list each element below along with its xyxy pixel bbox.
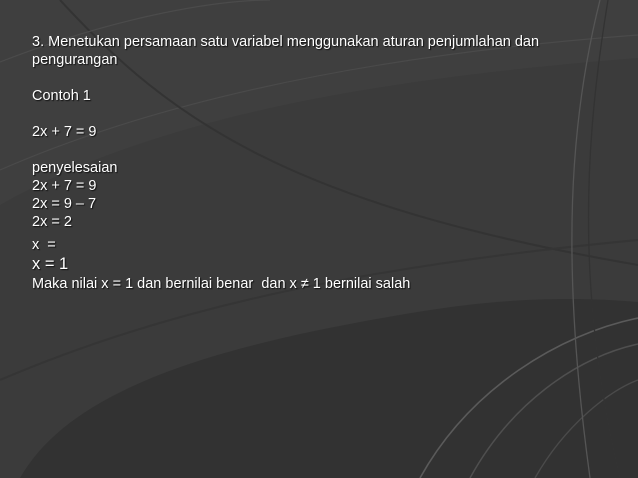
solution-step: 2x + 7 = 9 — [32, 178, 97, 194]
x-result: x = 1 — [32, 255, 69, 273]
spacer — [32, 69, 612, 87]
example-label: Contoh 1 — [32, 88, 91, 104]
equation: 2x + 7 = 9 — [32, 124, 97, 140]
conclusion: Maka nilai x = 1 dan bernilai benar dan x ≠ 1 bernilai salah — [32, 276, 411, 292]
solution-step: 2x = 2 — [32, 214, 72, 230]
spacer — [32, 105, 612, 123]
slide-body — [32, 33, 612, 293]
slide-heading: 3. Menetukan persamaan satu variabel menggunakan aturan penjumlahan dan pengurangan — [32, 34, 540, 68]
spacer — [32, 141, 612, 159]
solution-step: 2x = 9 – 7 — [32, 196, 97, 212]
solution-label: penyelesaian — [32, 160, 118, 176]
x-equals-line: x = — [32, 237, 56, 253]
